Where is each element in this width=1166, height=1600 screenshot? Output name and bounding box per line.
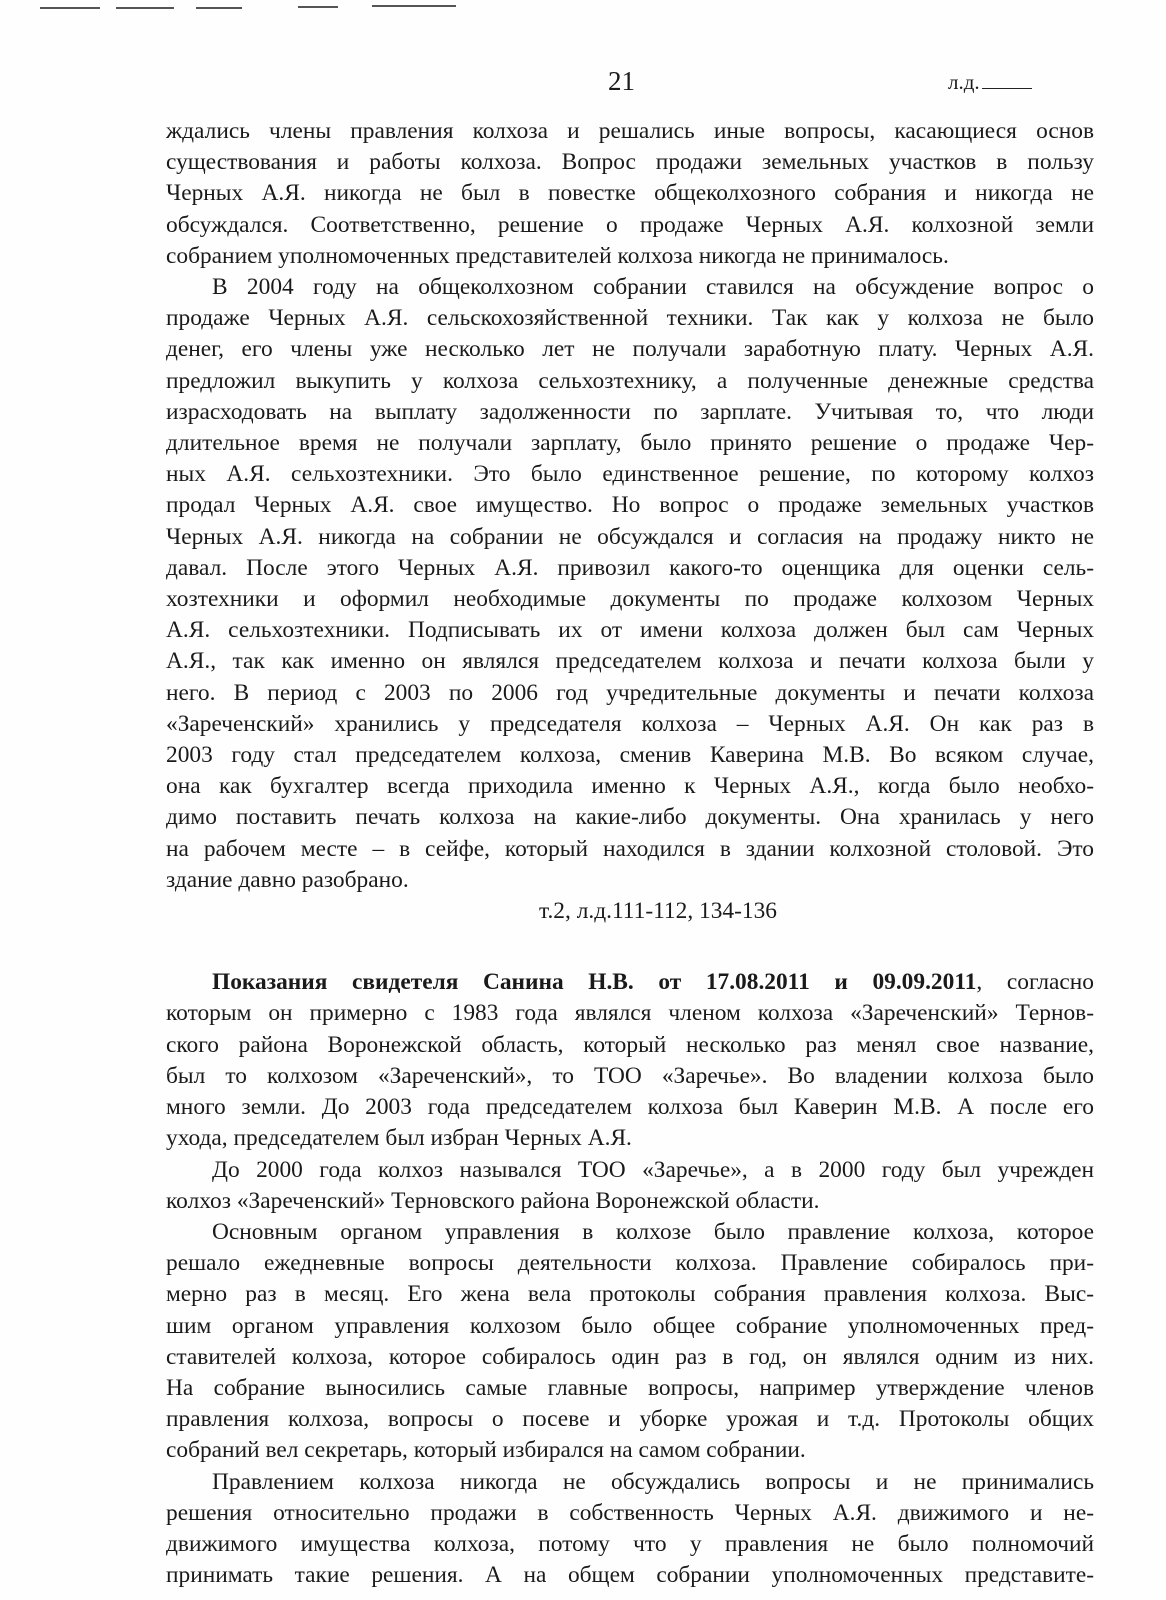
paragraph-2004-meeting bbox=[166, 272, 1094, 927]
paragraph-board-decisions bbox=[166, 1467, 1094, 1592]
text-line: До 2000 года колхоз назывался ТОО «Заречье», а в 2000 году был учрежден bbox=[212, 1156, 1094, 1183]
text-line: которым он примерно с 1983 года являлся членом колхоза «Зареченский» Тернов- bbox=[166, 1000, 1094, 1027]
paragraph-continuation bbox=[166, 116, 1094, 272]
text-line: шим органом управления колхозом было общее собрание уполномоченных пред- bbox=[166, 1312, 1094, 1339]
text-line: В 2004 году на общеколхозном собрании ставился на обсуждение вопрос о bbox=[212, 274, 1094, 301]
page-number: 21 bbox=[608, 66, 635, 96]
text-line: предложил выкупить у колхоза сельхозтехнику, а полученные денежные средства bbox=[166, 367, 1094, 394]
text-line: принимать такие решения. А на общем собрании уполномоченных представите- bbox=[166, 1562, 1094, 1589]
paragraph-governance bbox=[166, 1217, 1094, 1467]
text-line: на рабочем месте – в сейфе, который находился в здании колхозной столовой. Это bbox=[166, 835, 1094, 862]
text-line: А.Я. сельхозтехники. Подписывать их от имени колхоза должен был сам Черных bbox=[166, 617, 1094, 644]
text-line: него. В период с 2003 по 2006 год учредительные документы и печати колхоза bbox=[166, 679, 1094, 706]
witness-heading: Показания свидетеля Санина Н.В. от 17.08.2011 и 09.09.2011 bbox=[212, 969, 977, 996]
text-line: ждались члены правления колхоза и решались иные вопросы, касающиеся основ bbox=[166, 118, 1094, 144]
text-line: решало ежедневные вопросы деятельности колхоза. Правление собиралось при- bbox=[166, 1250, 1094, 1277]
text-line: Основным органом управления в колхозе было правление колхоза, которое bbox=[212, 1218, 1094, 1245]
text-line: димо поставить печать колхоза на какие-либо документы. Она хранилась у него bbox=[166, 804, 1094, 831]
text-line: 2003 году стал председателем колхоза, сменив Каверина М.В. Во всяком случае, bbox=[166, 742, 1094, 769]
text-line: правления колхоза, вопросы о посеве и уборке урожая и т.д. Протоколы общих bbox=[166, 1406, 1094, 1433]
text-line: израсходовать на выплату задолженности по зарплате. Учитывая то, что люди bbox=[166, 398, 1094, 425]
scan-artifact-rule bbox=[196, 7, 242, 9]
text-line: обсуждался. Соответственно, решение о продаже Черных А.Я. колхозной земли bbox=[166, 211, 1094, 238]
text-line: хозтехники и оформил необходимые документы по продаже колхозом Черных bbox=[166, 586, 1094, 613]
case-sheet-blank bbox=[982, 70, 1032, 89]
paragraph-renaming bbox=[166, 1155, 1094, 1217]
text-line: ского района Воронежской область, который несколько раз менял свое название, bbox=[166, 1031, 1094, 1058]
witness-heading-tail: , согласно bbox=[976, 969, 1094, 996]
case-sheet-reference bbox=[948, 70, 1032, 94]
text-line: На собрание выносились самые главные вопросы, например утверждение членов bbox=[166, 1374, 1094, 1401]
text-line: много земли. До 2003 года председателем колхоза был Каверин М.В. А после его bbox=[166, 1094, 1094, 1121]
section-gap bbox=[166, 927, 1094, 967]
witness-heading-line bbox=[166, 967, 1094, 998]
text-line: мерно раз в месяц. Его жена вела протоколы собрания правления колхоза. Выс- bbox=[166, 1281, 1094, 1308]
scan-artifact-rule bbox=[40, 7, 100, 9]
text-line: был то колхозом «Зареченский», то ТОО «Заречье». Во владении колхоза было bbox=[166, 1062, 1094, 1089]
scan-artifact-rule bbox=[372, 5, 456, 7]
text-line: продаже Черных А.Я. сельскохозяйственной техники. Так как у колхоза не было bbox=[166, 305, 1094, 332]
text-line: денег, его члены уже несколько лет не получали заработную плату. Черных А.Я. bbox=[166, 336, 1094, 363]
text-line: Правлением колхоза никогда не обсуждались вопросы и не принимались bbox=[212, 1468, 1094, 1495]
text-line: решения относительно продажи в собственность Черных А.Я. движимого и не- bbox=[166, 1499, 1094, 1526]
text-line: ставителей колхоза, которое собиралось один раз в год, он являлся одним из них. bbox=[166, 1343, 1094, 1370]
text-line: существования и работы колхоза. Вопрос продажи земельных участков в пользу bbox=[166, 149, 1094, 176]
text-line: «Зареченский» хранились у председателя колхоза – Черных А.Я. Он как раз в bbox=[166, 710, 1094, 737]
text-line: А.Я., так как именно он являлся председателем колхоза и печати колхоза были у bbox=[166, 648, 1094, 675]
text-line: давал. После этого Черных А.Я. привозил какого-то оценщика для оценки сель- bbox=[166, 554, 1094, 581]
text-line: собранием уполномоченных представителей колхоза никогда не принималось. bbox=[166, 242, 949, 269]
text-line: ных А.Я. сельхозтехники. Это было единственное решение, по которому колхоз bbox=[166, 461, 1094, 488]
paragraph-witness-sanin bbox=[166, 967, 1094, 1154]
text-line: Черных А.Я. никогда на собрании не обсуждался и согласия на продажу никто не bbox=[166, 523, 1094, 550]
text-line: продал Черных А.Я. свое имущество. Но вопрос о продаже земельных участков bbox=[166, 492, 1094, 519]
text-line: здание давно разобрано. bbox=[166, 866, 409, 893]
scan-artifact-rule bbox=[298, 6, 338, 8]
text-line: ухода, председателем был избран Черных А.Я. bbox=[166, 1125, 632, 1152]
text-line: она как бухгалтер всегда приходила именно к Черных А.Я., когда было необхо- bbox=[166, 773, 1094, 800]
text-line: колхоз «Зареченский» Терновского района Воронежской области. bbox=[166, 1187, 820, 1214]
text-line: Черных А.Я. никогда не был в повестке общеколхозного собрания и никогда не bbox=[166, 180, 1094, 207]
scan-artifact-rule bbox=[116, 7, 174, 9]
case-sheet-label: л.д. bbox=[948, 70, 980, 94]
case-file-reference: т.2, л.д.111-112, 134-136 bbox=[539, 898, 777, 925]
text-line: собраний вел секретарь, который избирался на самом собрании. bbox=[166, 1437, 806, 1464]
text-line: длительное время не получали зарплату, было принято решение о продаже Чер- bbox=[166, 430, 1094, 457]
text-line: движимого имущества колхоза, потому что у правления не было полномочий bbox=[166, 1530, 1094, 1557]
document-body bbox=[166, 116, 1094, 1591]
